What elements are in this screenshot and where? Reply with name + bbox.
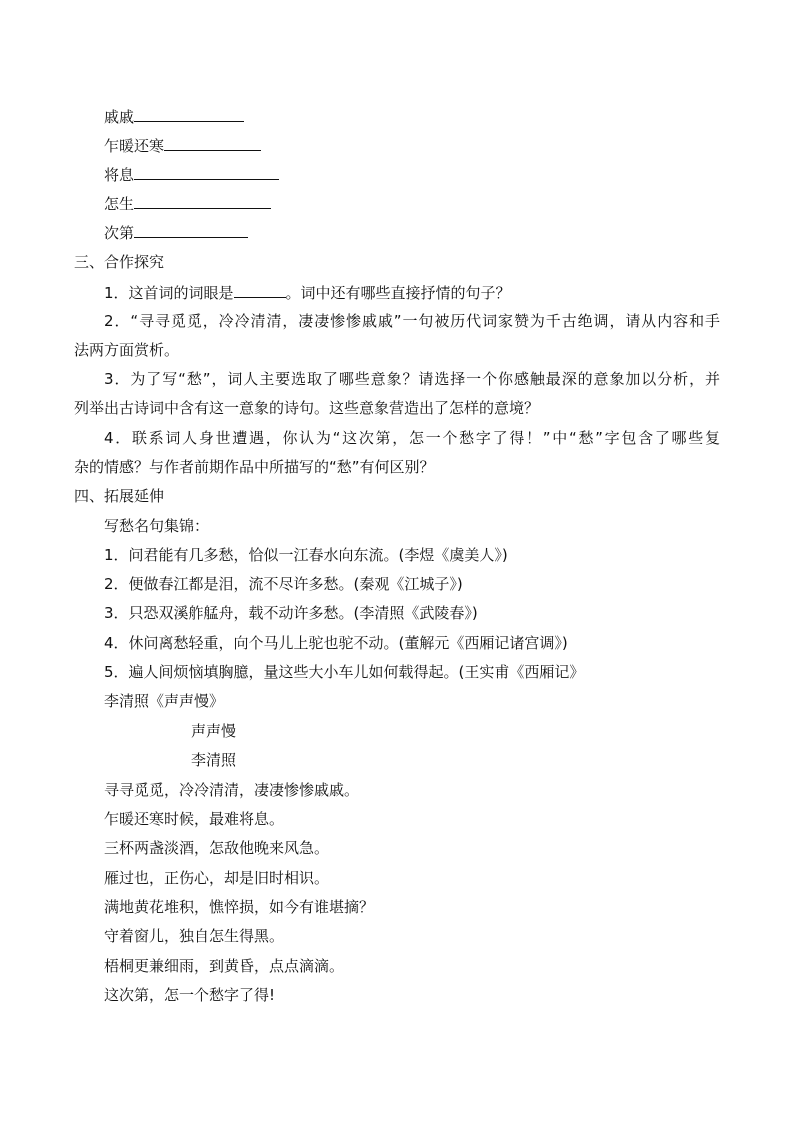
vocab-item [104,106,244,126]
question-4-line-2: 杂的情感？与作者前期作品中所描写的“愁”有何区别？ [74,458,435,476]
answer-blank[interactable] [134,222,248,238]
vocab-item [104,193,271,213]
poem-line: 三杯两盏淡酒，怎敌他晚来风急。 [104,839,330,857]
quote-item: 5．遍人间烦恼填胸臆，量这些大小车儿如何载得起。(王实甫《西厢记》 [104,663,585,681]
question-text: 。词中还有哪些直接抒情的句子？ [285,284,511,302]
poem-title: 声声慢 [191,722,237,740]
question-1 [104,282,511,302]
poem-line: 雁过也，正伤心，却是旧时相识。 [104,869,330,887]
answer-blank[interactable] [134,164,279,180]
vocab-term: 戚戚 [104,108,135,126]
answer-blank[interactable] [164,135,261,151]
vocab-term: 次第 [104,224,135,242]
section-heading: 三、合作探究 [74,253,165,271]
poem-line: 守着窗儿，独自怎生得黑。 [104,927,285,945]
vocab-term: 乍暖还寒 [104,137,165,155]
vocab-item [104,222,248,242]
vocab-term: 怎生 [104,195,135,213]
poem-line: 寻寻觅觅，冷冷清清，凄凄惨惨戚戚。 [104,781,360,799]
question-3-line-2: 列举出古诗词中含有这一意象的诗句。这些意象营造出了怎样的意境？ [74,399,540,417]
question-text: 1．这首词的词眼是 [104,284,234,302]
answer-blank[interactable] [134,106,244,122]
question-2-line-2: 法两方面赏析。 [74,341,180,359]
poem-line: 这次第，怎一个愁字了得! [104,986,276,1004]
poem-line: 满地黄花堆积，憔悴损，如今有谁堪摘？ [104,898,375,916]
question-3-line-1: 3．为了写“愁”，词人主要选取了哪些意象？请选择一个你感触最深的意象加以分析，并 [104,370,720,388]
answer-blank[interactable] [134,193,271,209]
quote-item: 4．休问离愁轻重，向个马儿上驼也驼不动。(董解元《西厢记诸宫调》) [104,634,568,652]
poem-line: 乍暖还寒时候，最难将息。 [104,810,285,828]
quote-item: 3．只恐双溪舴艋舟，载不动许多愁。(李清照《武陵春》) [104,604,478,622]
question-2-line-1: 2．“寻寻觅觅，冷冷清清，凄凄惨惨戚戚”一句被历代词家赞为千古绝调，请从内容和手 [104,312,720,330]
quote-item: 2．便做春江都是泪，流不尽许多愁。(秦观《江城子》) [104,575,463,593]
vocab-term: 将息 [104,166,135,184]
poem-author: 李清照 [191,751,237,769]
answer-blank[interactable] [234,282,286,298]
section-heading: 四、拓展延伸 [74,487,165,505]
vocab-item [104,164,279,184]
subheading: 写愁名句集锦： [104,517,210,535]
poem-line: 梧桐更兼细雨，到黄昏，点点滴滴。 [104,957,345,975]
vocab-item [104,135,261,155]
poem-reference: 李清照《声声慢》 [104,692,225,710]
quote-item: 1．问君能有几多愁，恰似一江春水向东流。(李煜《虞美人》) [104,546,508,564]
question-4-line-1: 4．联系词人身世遭遇，你认为“这次第，怎一个愁字了得！”中“愁”字包含了哪些复 [104,429,720,447]
